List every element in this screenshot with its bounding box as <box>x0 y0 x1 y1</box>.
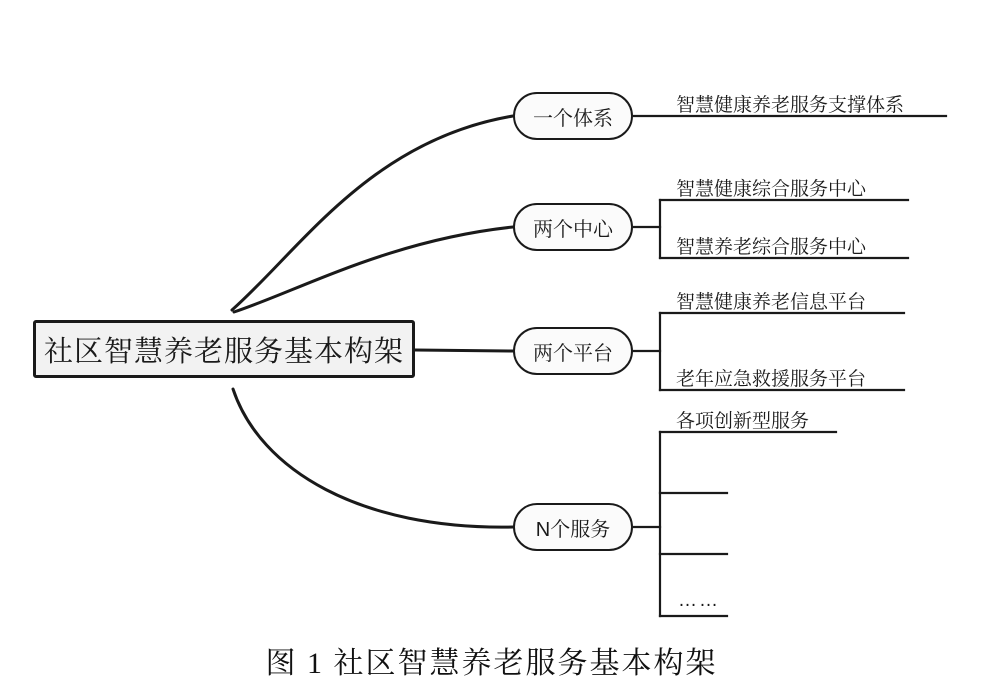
root-node[interactable] <box>33 320 415 378</box>
connector-root-to-branch-2 <box>415 350 513 351</box>
branch-node-two-centers[interactable] <box>513 203 633 251</box>
leaf-label-emergency-platform: 老年应急救援服务平台 <box>676 369 867 390</box>
figure-caption: 图 1 社区智慧养老服务基本构架 <box>265 647 718 680</box>
root-node-label: 社区智慧养老服务基本构架 <box>43 335 404 368</box>
branch-node-two-platforms[interactable] <box>513 327 633 375</box>
leaf-label-ellipsis: …… <box>678 590 720 611</box>
leaf-label-innovative-services: 各项创新型服务 <box>676 411 810 432</box>
leaf-label-elderly-service-center: 智慧养老综合服务中心 <box>676 237 867 258</box>
branch-node-one-system[interactable] <box>513 92 633 140</box>
branch-node-n-services[interactable] <box>513 503 633 551</box>
connector-root-to-branch-1 <box>234 227 513 312</box>
branch-node-label: 两个平台 <box>533 342 613 365</box>
connector-root-to-branch-3 <box>233 389 513 527</box>
leaf-label-support-system: 智慧健康养老服务支撑体系 <box>676 95 905 116</box>
branch-node-label: 两个中心 <box>533 218 613 241</box>
leaf-label-health-service-center: 智慧健康综合服务中心 <box>676 179 867 200</box>
connector-root-to-branch-0 <box>232 116 513 310</box>
branch-node-label: 一个体系 <box>533 107 613 130</box>
leaf-label-information-platform: 智慧健康养老信息平台 <box>676 292 867 313</box>
branch-node-label: N个服务 <box>535 518 611 541</box>
